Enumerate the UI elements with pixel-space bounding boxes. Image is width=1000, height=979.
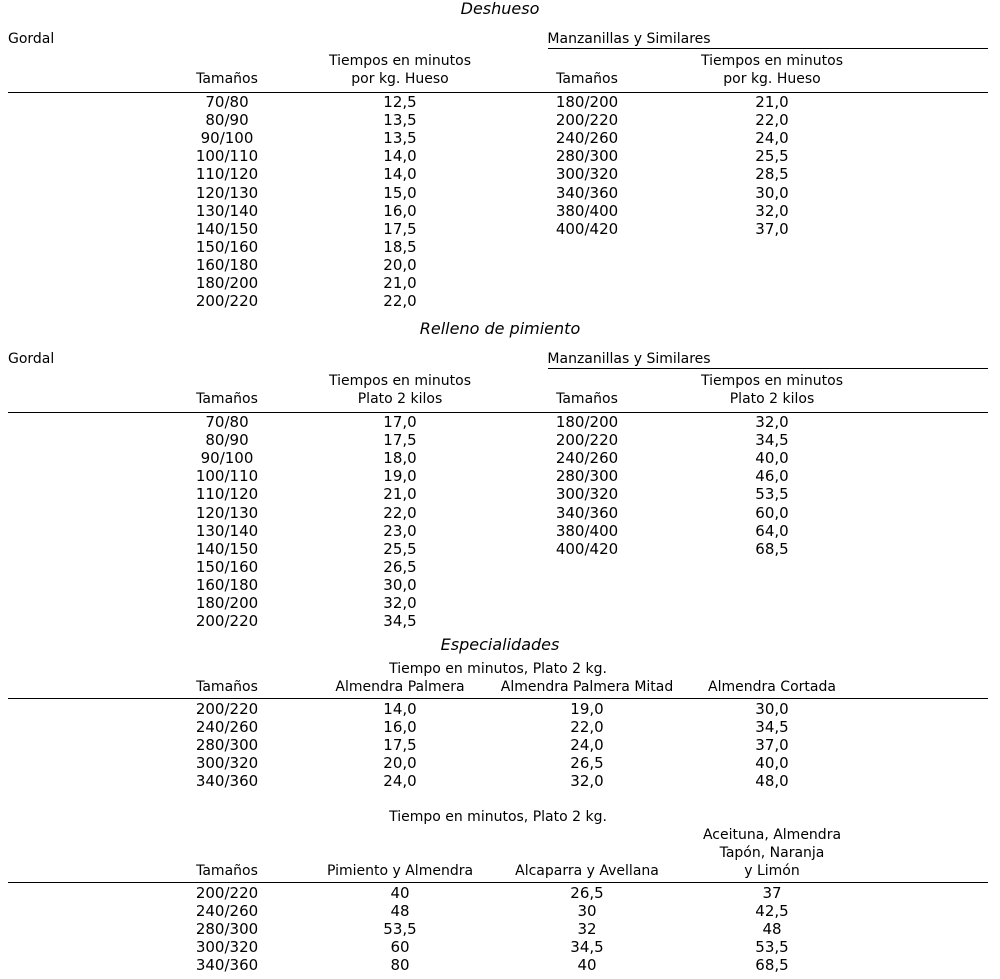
table1-header-rule: [8, 698, 988, 699]
table1-cell: 20,0: [383, 754, 417, 773]
manzanillas-row-time: 24,0: [755, 129, 789, 148]
gordal-row-time: 21,0: [383, 485, 417, 504]
manzanillas-row-time: 30,0: [755, 183, 789, 202]
gordal-row-size: 130/140: [195, 201, 259, 220]
manzanillas-row-time: 37,0: [755, 219, 789, 238]
table1-cell: 340/360: [195, 772, 259, 791]
manzanillas-row-size: 380/400: [555, 201, 619, 220]
table1-cell: 48,0: [755, 772, 789, 791]
section-header-rule: [8, 412, 988, 413]
gordal-row-size: 130/140: [195, 521, 259, 540]
table2-header-rule: [8, 882, 988, 883]
manzanillas-col-time-2: por kg. Hueso: [723, 71, 821, 87]
table1-header: Tamaños: [196, 679, 258, 695]
manzanillas-row-size: 180/200: [555, 413, 619, 431]
gordal-row-time: 17,5: [383, 219, 417, 238]
table1-header: Almendra Cortada: [708, 679, 836, 695]
gordal-row-time: 17,5: [383, 431, 417, 450]
manzanillas-row-time: 22,0: [755, 111, 789, 130]
manzanillas-row-size: 240/260: [555, 129, 619, 148]
gordal-row-time: 12,5: [383, 93, 417, 111]
manzanillas-row-time: 28,5: [755, 165, 789, 184]
manzanillas-col-time-1: Tiempos en minutos: [700, 373, 844, 389]
gordal-row-size: 200/220: [195, 612, 259, 631]
table2-header-last: Aceituna, Almendra: [702, 827, 842, 843]
table1-cell: 240/260: [195, 718, 259, 737]
gordal-row-size: 80/90: [205, 111, 249, 130]
gordal-row-size: 150/160: [195, 237, 259, 256]
gordal-row-time: 30,0: [383, 575, 417, 594]
gordal-col-time-2: Plato 2 kilos: [357, 391, 443, 407]
manzanillas-col-size: Tamaños: [556, 391, 618, 407]
table1-cell: 34,5: [755, 718, 789, 737]
gordal-row-time: 18,5: [383, 237, 417, 256]
table1-cell: 280/300: [195, 736, 259, 755]
table2-cell: 48: [762, 920, 782, 939]
gordal-row-size: 110/120: [195, 485, 259, 504]
gordal-row-time: 18,0: [383, 449, 417, 468]
gordal-col-time-1: Tiempos en minutos: [328, 373, 472, 389]
gordal-row-time: 22,0: [383, 503, 417, 522]
gordal-row-time: 32,0: [383, 594, 417, 612]
manzanillas-row-time: 40,0: [755, 449, 789, 468]
manzanillas-row-time: 32,0: [755, 413, 789, 431]
gordal-row-size: 160/180: [195, 255, 259, 274]
manzanillas-label: Manzanillas y Similares: [547, 31, 711, 47]
gordal-row-time: 20,0: [383, 255, 417, 274]
section-title-deshueso: Deshueso: [460, 0, 540, 18]
gordal-row-size: 90/100: [200, 129, 254, 148]
table2-cell: 280/300: [195, 920, 259, 939]
table2-header: Tamaños: [196, 863, 258, 879]
gordal-row-size: 180/200: [195, 274, 259, 292]
manzanillas-row-size: 340/360: [555, 503, 619, 522]
manzanillas-header-rule: [548, 48, 988, 49]
gordal-row-size: 70/80: [205, 413, 249, 431]
table2-header: Alcaparra y Avellana: [515, 863, 659, 879]
table2-cell: 48: [390, 902, 410, 921]
manzanillas-col-time-2: Plato 2 kilos: [729, 391, 815, 407]
manzanillas-row-size: 340/360: [555, 183, 619, 202]
gordal-row-size: 150/160: [195, 557, 259, 576]
table1-cell: 24,0: [570, 736, 604, 755]
gordal-row-time: 21,0: [383, 274, 417, 292]
manzanillas-row-size: 200/220: [555, 431, 619, 450]
table1-cell: 16,0: [383, 718, 417, 737]
gordal-row-size: 140/150: [195, 539, 259, 558]
gordal-row-time: 14,0: [383, 147, 417, 166]
manzanillas-row-time: 64,0: [755, 521, 789, 540]
table1-cell: 30,0: [755, 700, 789, 718]
table2-cell: 60: [390, 938, 410, 957]
manzanillas-row-time: 53,5: [755, 485, 789, 504]
table2-cell: 53,5: [755, 938, 789, 957]
manzanillas-row-size: 400/420: [555, 539, 619, 558]
table1-cell: 24,0: [383, 772, 417, 791]
manzanillas-header-rule: [548, 368, 988, 369]
table2-header: Pimiento y Almendra: [326, 863, 474, 879]
table1-cell: 19,0: [570, 700, 604, 718]
table2-cell: 240/260: [195, 902, 259, 921]
gordal-row-size: 120/130: [195, 183, 259, 202]
manzanillas-row-size: 300/320: [555, 165, 619, 184]
gordal-col-time-1: Tiempos en minutos: [328, 53, 472, 69]
gordal-row-time: 15,0: [383, 183, 417, 202]
gordal-row-time: 14,0: [383, 165, 417, 184]
table2-cell: 30: [577, 902, 597, 921]
table2-header-last: y Limón: [744, 863, 800, 879]
table2-header-last: Tapón, Naranja: [719, 845, 825, 861]
table1-cell: 17,5: [383, 736, 417, 755]
table1-cell: 37,0: [755, 736, 789, 755]
gordal-row-size: 80/90: [205, 431, 249, 450]
section-header-rule: [8, 92, 988, 93]
gordal-row-time: 22,0: [383, 292, 417, 311]
gordal-row-size: 140/150: [195, 219, 259, 238]
manzanillas-row-time: 46,0: [755, 467, 789, 486]
gordal-row-time: 23,0: [383, 521, 417, 540]
table1-cell: 26,5: [570, 754, 604, 773]
table2-cell: 37: [762, 884, 782, 902]
table2-cell: 200/220: [195, 884, 259, 902]
gordal-label: Gordal: [8, 31, 55, 47]
gordal-row-time: 34,5: [383, 612, 417, 631]
gordal-row-size: 200/220: [195, 292, 259, 311]
manzanillas-row-time: 60,0: [755, 503, 789, 522]
table2-cell: 34,5: [570, 938, 604, 957]
manzanillas-row-time: 21,0: [755, 93, 789, 111]
table1-cell: 300/320: [195, 754, 259, 773]
manzanillas-row-size: 240/260: [555, 449, 619, 468]
manzanillas-row-size: 280/300: [555, 147, 619, 166]
manzanillas-row-size: 300/320: [555, 485, 619, 504]
manzanillas-row-size: 200/220: [555, 111, 619, 130]
manzanillas-row-size: 180/200: [555, 93, 619, 111]
table2-caption: Tiempo en minutos, Plato 2 kg.: [389, 809, 607, 825]
gordal-row-time: 13,5: [383, 111, 417, 130]
table2-cell: 80: [390, 956, 410, 975]
gordal-row-time: 25,5: [383, 539, 417, 558]
section-title-especialidades: Especialidades: [440, 635, 560, 654]
table2-cell: 68,5: [755, 956, 789, 975]
gordal-row-size: 90/100: [200, 449, 254, 468]
gordal-row-time: 17,0: [383, 413, 417, 431]
gordal-row-size: 120/130: [195, 503, 259, 522]
table2-cell: 40: [577, 956, 597, 975]
gordal-row-time: 13,5: [383, 129, 417, 148]
manzanillas-row-time: 32,0: [755, 201, 789, 220]
gordal-row-time: 19,0: [383, 467, 417, 486]
gordal-row-size: 100/110: [195, 467, 259, 486]
table1-caption: Tiempo en minutos, Plato 2 kg.: [389, 661, 607, 677]
table2-cell: 300/320: [195, 938, 259, 957]
manzanillas-label: Manzanillas y Similares: [547, 351, 711, 367]
gordal-row-size: 160/180: [195, 575, 259, 594]
gordal-col-time-2: por kg. Hueso: [351, 71, 449, 87]
table2-cell: 53,5: [383, 920, 417, 939]
manzanillas-row-time: 68,5: [755, 539, 789, 558]
gordal-row-time: 26,5: [383, 557, 417, 576]
table1-cell: 22,0: [570, 718, 604, 737]
table2-cell: 40: [390, 884, 410, 902]
gordal-col-size: Tamaños: [196, 391, 258, 407]
table1-cell: 32,0: [570, 772, 604, 791]
manzanillas-row-size: 380/400: [555, 521, 619, 540]
table1-cell: 14,0: [383, 700, 417, 718]
gordal-row-size: 180/200: [195, 594, 259, 612]
manzanillas-col-size: Tamaños: [556, 71, 618, 87]
gordal-col-size: Tamaños: [196, 71, 258, 87]
table1-cell: 200/220: [195, 700, 259, 718]
gordal-label: Gordal: [8, 351, 55, 367]
gordal-row-size: 110/120: [195, 165, 259, 184]
table2-cell: 42,5: [755, 902, 789, 921]
gordal-row-size: 100/110: [195, 147, 259, 166]
table2-cell: 340/360: [195, 956, 259, 975]
table1-header: Almendra Palmera Mitad: [500, 679, 674, 695]
manzanillas-row-size: 280/300: [555, 467, 619, 486]
manzanillas-row-time: 34,5: [755, 431, 789, 450]
gordal-row-time: 16,0: [383, 201, 417, 220]
table2-cell: 26,5: [570, 884, 604, 902]
table1-cell: 40,0: [755, 754, 789, 773]
manzanillas-row-size: 400/420: [555, 219, 619, 238]
gordal-row-size: 70/80: [205, 93, 249, 111]
section-title-relleno: Relleno de pimiento: [419, 319, 581, 338]
manzanillas-col-time-1: Tiempos en minutos: [700, 53, 844, 69]
table2-cell: 32: [577, 920, 597, 939]
manzanillas-row-time: 25,5: [755, 147, 789, 166]
table1-header: Almendra Palmera: [335, 679, 465, 695]
